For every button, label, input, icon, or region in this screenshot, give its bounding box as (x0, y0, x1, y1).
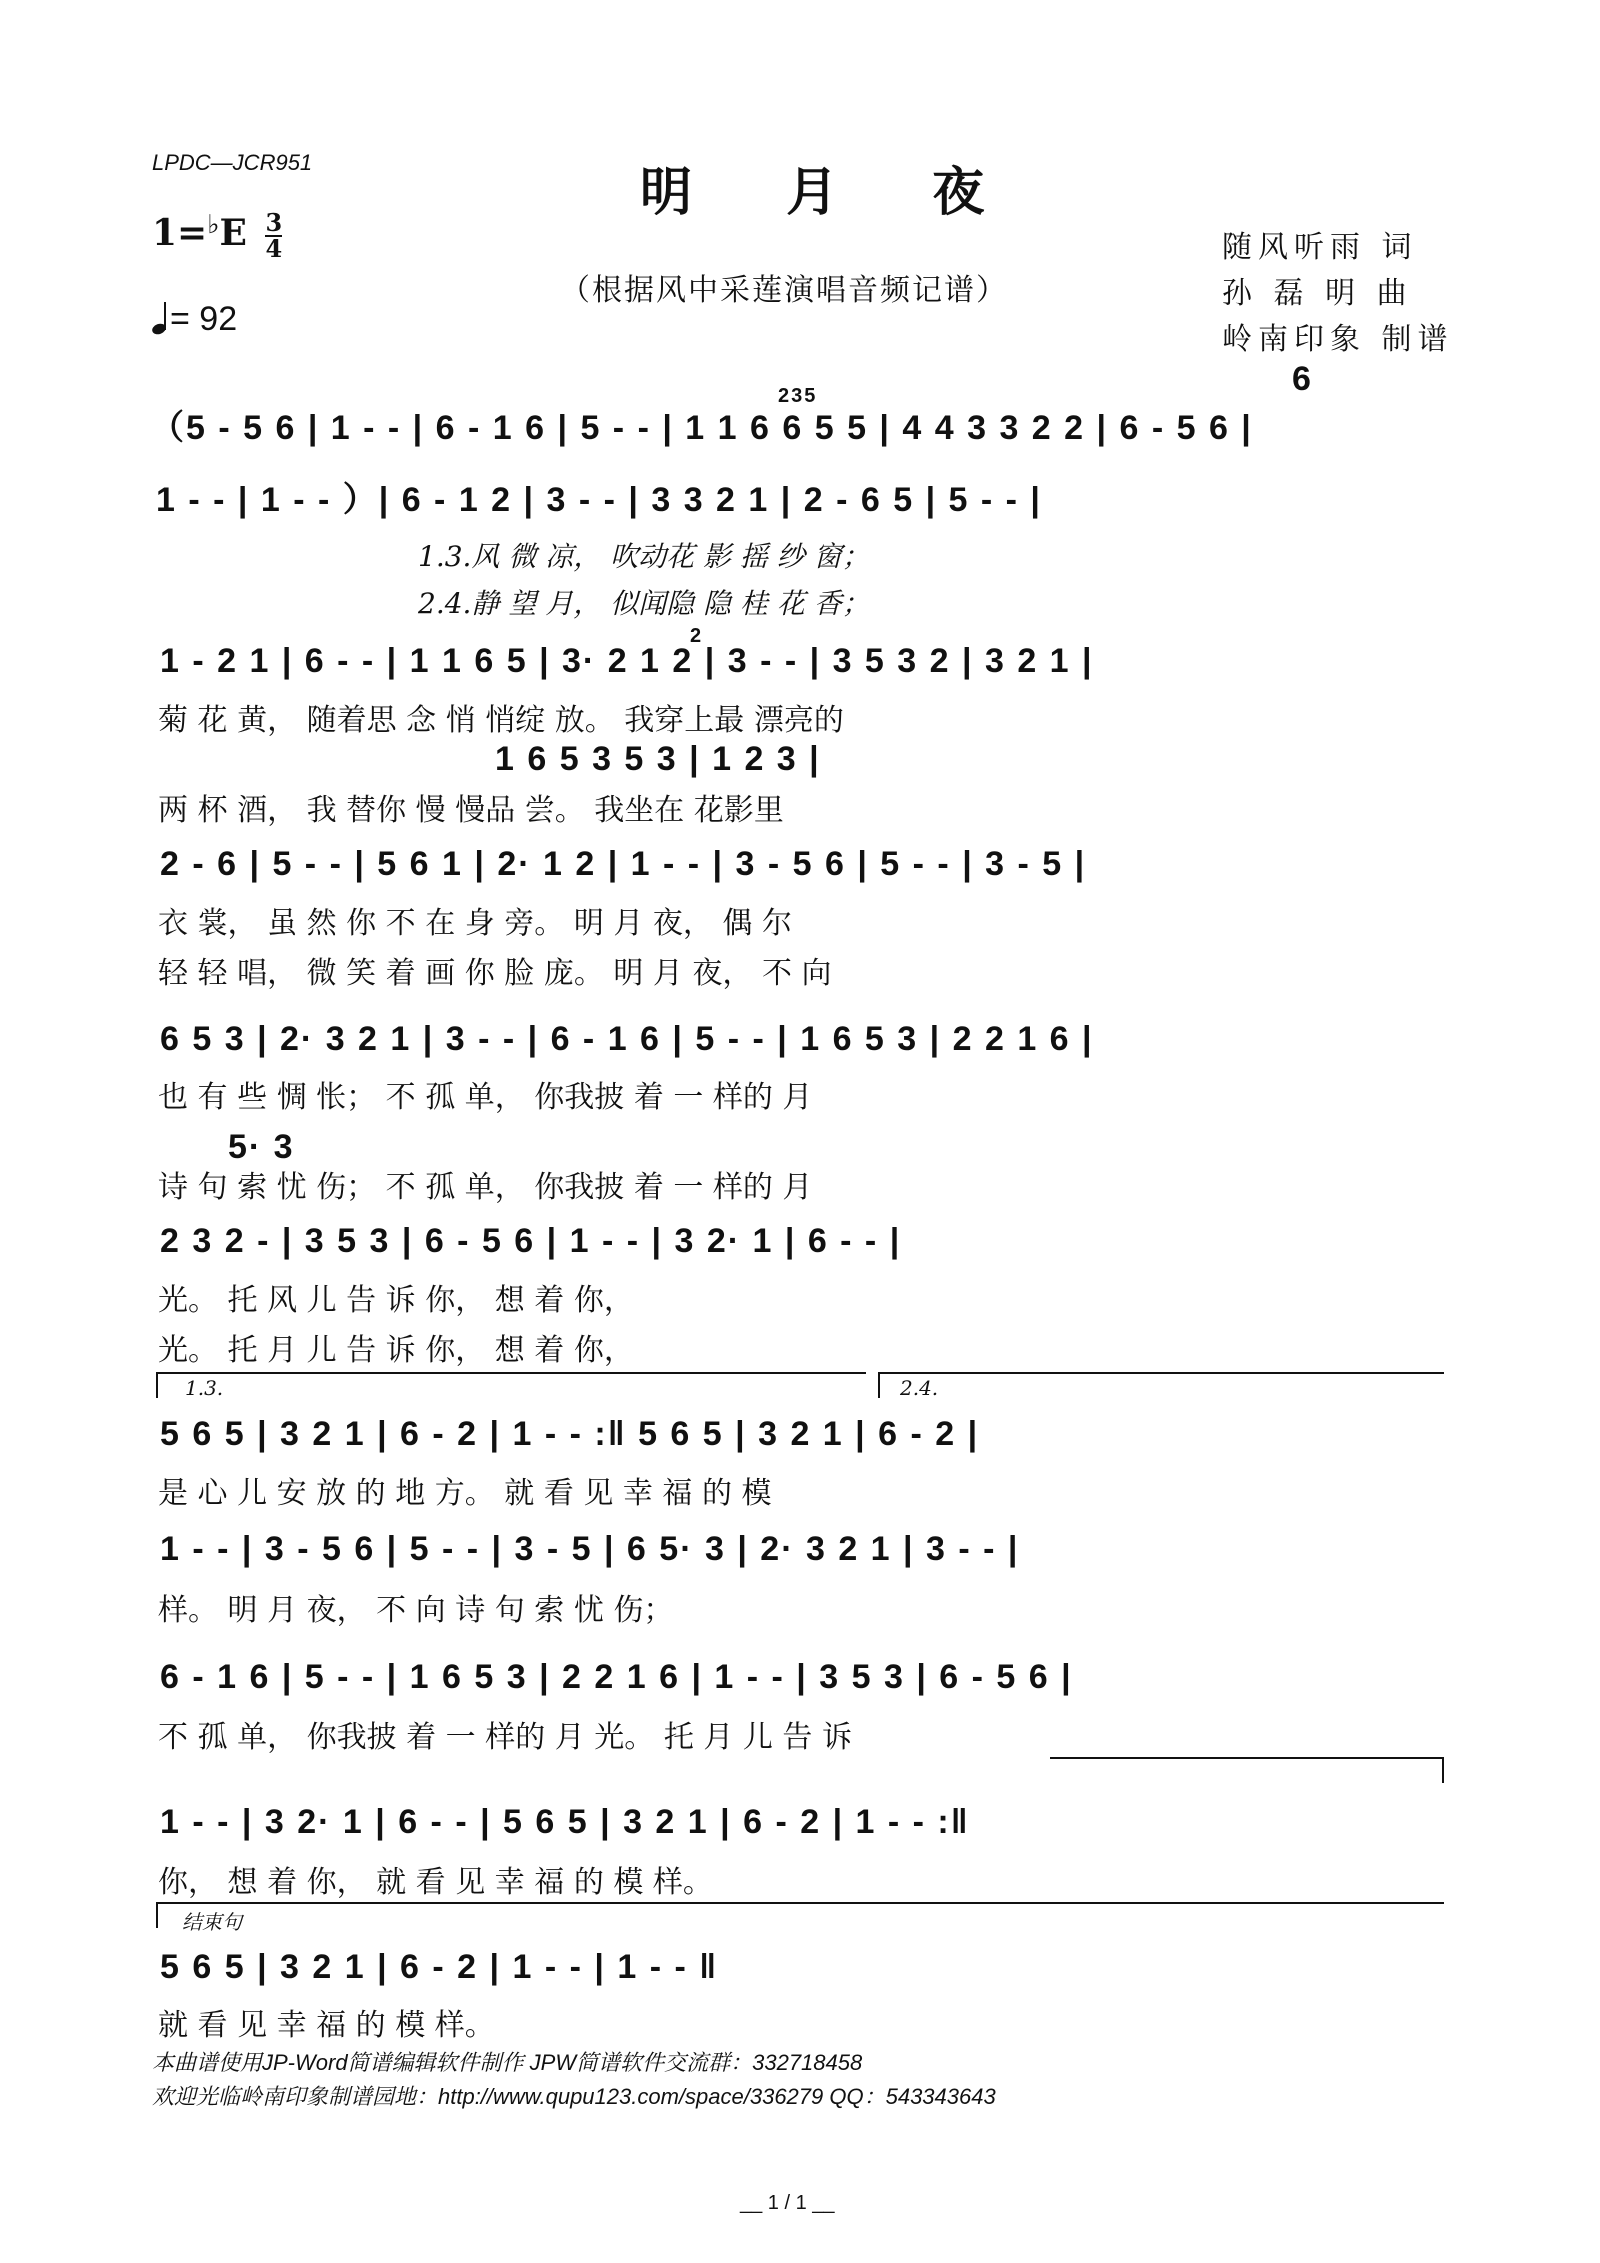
score-line-11: 5 6 5 | 3 2 1 | 6 - 2 | 1 - - | 1 - - ‖ (160, 1948, 719, 1986)
volta-1-label: 1.3. (185, 1376, 224, 1400)
score-line-4: 2 - 6 | 5 - - | 5 6 1 | 2· 1 2 | 1 - - | 3 - 5 6 | 5 - - | 3 - 5 | (160, 845, 1087, 883)
lyric-line-5a: 也 有 些 惆 怅； 不 孤 单， 你我披 着 一 样的 月 (158, 1080, 813, 1115)
quarter-note-icon (152, 300, 170, 334)
lyric-line-6a: 光。 托 风 儿 告 诉 你， 想 着 你， (158, 1283, 634, 1318)
volta-1-hook (156, 1372, 158, 1398)
upper-note: 6 (1292, 360, 1313, 398)
tempo-value: = 92 (170, 300, 238, 338)
flat-icon: ♭ (207, 210, 220, 240)
score-code: LPDC—JCR951 (152, 150, 313, 175)
lyricist-credit: 随风听雨 词 (1222, 230, 1418, 265)
lyric-line-4a: 衣 裳， 虽 然 你 不 在 身 旁。 明 月 夜， 偶 尔 (158, 906, 792, 941)
score-line-8: 1 - - | 3 - 5 6 | 5 - - | 3 - 5 | 6 5· 3 | 2· 3 2 1 | 3 - - | (160, 1530, 1020, 1568)
time-top: 3 (265, 208, 283, 237)
volta-2-label: 2.4. (900, 1376, 939, 1400)
lyric-line-8: 样。 明 月 夜， 不 向 诗 句 索 忧 伤； (158, 1593, 674, 1628)
lyric-line-10: 你， 想 着 你， 就 看 见 幸 福 的 模 样。 (158, 1865, 713, 1900)
composer-credit: 孙 磊 明 曲 (1222, 276, 1413, 311)
footer-line-2: 欢迎光临岭南印象制谱园地：http://www.qupu123.com/space/336279 QQ：543343643 (152, 2084, 996, 2109)
lyric-line-6b: 光。 托 月 儿 告 诉 你， 想 着 你， (158, 1333, 634, 1368)
lyric-line-2a: 1.3.风 微 凉， 吹动花 影 摇 纱 窗； (418, 540, 870, 573)
lyric-line-9: 不 孤 单， 你我披 着 一 样的 月 光。 托 月 儿 告 诉 (158, 1720, 852, 1755)
score-line-3: 1 - 2 1 | 6 - - | 1 1 6 5 | 3· 2 1 2 | 3 - - | 3 5 3 2 | 3 2 1 | (160, 642, 1094, 680)
repeat-bracket-hook (1442, 1757, 1444, 1783)
lyric-line-11: 就 看 见 幸 福 的 模 样。 (158, 2008, 495, 2043)
score-line-5-alt: 5· 3 (228, 1128, 295, 1166)
repeat-bracket-line (1050, 1757, 1444, 1759)
song-title: 明 月 夜 (640, 162, 1023, 223)
score-line-7: 5 6 5 | 3 2 1 | 6 - 2 | 1 - - :‖ 5 6 5 | 3 2 1 | 6 - 2 | (160, 1415, 980, 1453)
score-line-3-alt: 1 6 5 3 5 3 | 1 2 3 | (495, 740, 821, 778)
coda-bracket-hook (156, 1902, 158, 1928)
coda-bracket-line (156, 1902, 1444, 1904)
volta-2-line (878, 1372, 1444, 1374)
arranger-credit: 岭南印象 制谱 (1222, 322, 1454, 357)
score-line-2: 1 - - | 1 - - ）| 6 - 1 2 | 3 - - | 3 3 2 1 | 2 - 6 5 | 5 - - | (156, 481, 1042, 519)
lyric-line-3b: 两 杯 酒， 我 替你 慢 慢品 尝。 我坐在 花影里 (158, 793, 784, 828)
time-signature (265, 208, 283, 263)
lyric-line-3a: 菊 花 黄， 随着思 念 悄 悄绽 放。 我穿上最 漂亮的 (158, 703, 844, 738)
score-line-6: 2 3 2 - | 3 5 3 | 6 - 5 6 | 1 - - | 3 2· 1 | 6 - - | (160, 1222, 902, 1260)
score-line-9: 6 - 1 6 | 5 - - | 1 6 5 3 | 2 2 1 6 | 1 - - | 3 5 3 | 6 - 5 6 | (160, 1658, 1073, 1696)
lyric-line-7: 是 心 儿 安 放 的 地 方。 就 看 见 幸 福 的 模 (158, 1476, 772, 1511)
coda-label: 结束句 (182, 1910, 242, 1934)
time-bottom: 4 (265, 234, 283, 263)
key-letter: E (219, 212, 247, 254)
grace-notes: 235 (778, 385, 818, 407)
key-prefix: 1= (152, 212, 208, 254)
grace-note-2: 2 (690, 625, 704, 647)
lyric-line-4b: 轻 轻 唱， 微 笑 着 画 你 脸 庞。 明 月 夜， 不 向 (158, 956, 832, 991)
page-number: __ 1 / 1 __ (740, 2192, 835, 2214)
score-line-10: 1 - - | 3 2· 1 | 6 - - | 5 6 5 | 3 2 1 | 6 - 2 | 1 - - :‖ (160, 1803, 970, 1841)
volta-1-line (156, 1372, 866, 1374)
key-signature (152, 210, 282, 261)
tempo-marking (152, 300, 237, 339)
lyric-line-2b: 2.4.静 望 月， 似闻隐 隐 桂 花 香； (418, 587, 870, 620)
score-line-5: 6 5 3 | 2· 3 2 1 | 3 - - | 6 - 1 6 | 5 - - | 1 6 5 3 | 2 2 1 6 | (160, 1020, 1094, 1058)
source-note: （根据风中采莲演唱音频记谱） (560, 273, 1008, 308)
lyric-line-5b: 诗 句 索 忧 伤； 不 孤 单， 你我披 着 一 样的 月 (158, 1170, 813, 1205)
volta-2-hook (878, 1372, 880, 1398)
footer-line-1: 本曲谱使用JP-Word简谱编辑软件制作 JPW简谱软件交流群：332718458 (152, 2050, 863, 2075)
score-line-1: （5 - 5 6 | 1 - - | 6 - 1 6 | 5 - - | 1 1 6 6 5 5 | 4 4 3 3 2 2 | 6 - 5 6 | (150, 409, 1253, 447)
